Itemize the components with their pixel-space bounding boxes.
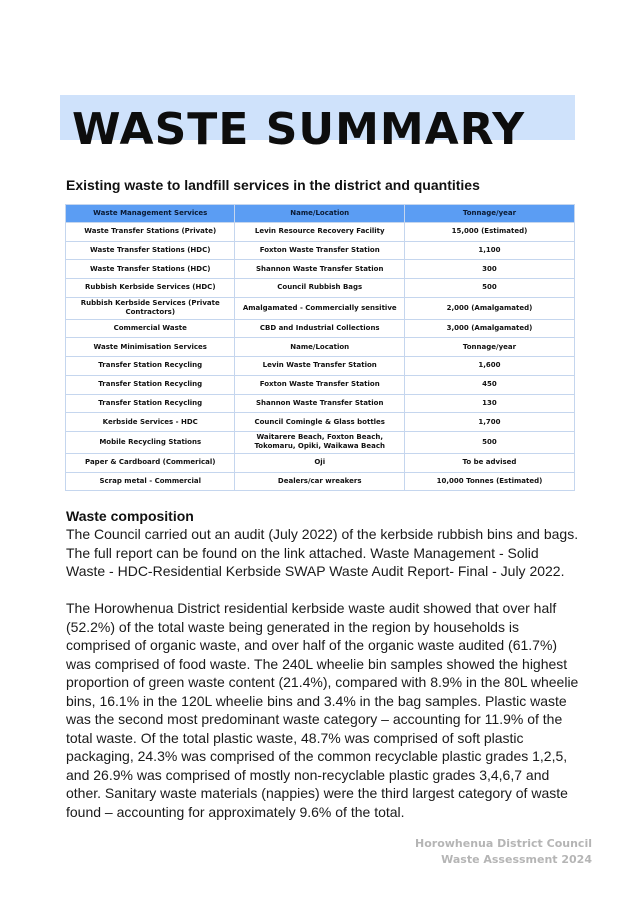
waste-services-table — [65, 204, 575, 491]
table-header-row — [66, 205, 575, 223]
location-cell: Name/Location — [235, 338, 404, 357]
paragraph-audit: The Council carried out an audit (July 2022) of the kerbside rubbish bins and bags. The full report can be found on the link attached. Waste Management - Solid Waste - HDC-Residential Kerbside SWAP Waste Audit Report- Final - July 2022. — [66, 526, 579, 579]
table-row — [66, 279, 575, 298]
location-cell: CBD and Industrial Collections — [235, 319, 404, 338]
service-cell: Commercial Waste — [66, 319, 235, 338]
column-header: Waste Management Services — [66, 205, 235, 223]
tonnage-cell: 10,000 Tonnes (Estimated) — [404, 472, 574, 491]
service-cell: Mobile Recycling Stations — [66, 431, 235, 453]
location-cell: Dealers/car wreakers — [235, 472, 404, 491]
service-cell: Transfer Station Recycling — [66, 357, 235, 376]
location-cell: Waitarere Beach, Foxton Beach, Tokomaru, Opiki, Waikawa Beach — [235, 431, 404, 453]
tonnage-cell: 2,000 (Amalgamated) — [404, 297, 574, 319]
service-cell: Rubbish Kerbside Services (Private Contractors) — [66, 297, 235, 319]
table-row — [66, 375, 575, 394]
table-subheader-row — [66, 338, 575, 357]
tonnage-cell: 3,000 (Amalgamated) — [404, 319, 574, 338]
location-cell: Foxton Waste Transfer Station — [235, 375, 404, 394]
footer-document-name: Waste Assessment 2024 — [441, 853, 592, 866]
tonnage-cell: 300 — [404, 260, 574, 279]
location-cell: Amalgamated - Commercially sensitive — [235, 297, 404, 319]
service-cell: Paper & Cardboard (Commerical) — [66, 453, 235, 472]
location-cell: Levin Waste Transfer Station — [235, 357, 404, 376]
table-subheading: Existing waste to landfill services in the district and quantities — [66, 177, 480, 193]
service-cell: Transfer Station Recycling — [66, 375, 235, 394]
service-cell: Transfer Station Recycling — [66, 394, 235, 413]
tonnage-cell: 1,600 — [404, 357, 574, 376]
location-cell: Levin Resource Recovery Facility — [235, 223, 404, 242]
tonnage-cell: Tonnage/year — [404, 338, 574, 357]
table-row — [66, 394, 575, 413]
footer-organisation: Horowhenua District Council — [415, 837, 592, 850]
service-cell: Waste Minimisation Services — [66, 338, 235, 357]
tonnage-cell: 450 — [404, 375, 574, 394]
location-cell: Oji — [235, 453, 404, 472]
location-cell: Council Rubbish Bags — [235, 279, 404, 298]
tonnage-cell: 130 — [404, 394, 574, 413]
service-cell: Kerbside Services - HDC — [66, 413, 235, 432]
tonnage-cell: 1,100 — [404, 241, 574, 260]
table-row — [66, 241, 575, 260]
page-title: WASTE SUMMARY — [72, 104, 526, 155]
tonnage-cell: 15,000 (Estimated) — [404, 223, 574, 242]
service-cell: Scrap metal - Commercial — [66, 472, 235, 491]
table-row — [66, 297, 575, 319]
column-header: Tonnage/year — [404, 205, 574, 223]
location-cell: Shannon Waste Transfer Station — [235, 260, 404, 279]
table-row — [66, 223, 575, 242]
tonnage-cell: 500 — [404, 279, 574, 298]
column-header: Name/Location — [235, 205, 404, 223]
tonnage-cell: To be advised — [404, 453, 574, 472]
service-cell: Waste Transfer Stations (HDC) — [66, 241, 235, 260]
table-row — [66, 431, 575, 453]
tonnage-cell: 1,700 — [404, 413, 574, 432]
table-row — [66, 472, 575, 491]
location-cell: Council Comingle & Glass bottles — [235, 413, 404, 432]
service-cell: Rubbish Kerbside Services (HDC) — [66, 279, 235, 298]
table-row — [66, 260, 575, 279]
table-row — [66, 413, 575, 432]
tonnage-cell: 500 — [404, 431, 574, 453]
footer — [415, 836, 592, 868]
location-cell: Shannon Waste Transfer Station — [235, 394, 404, 413]
paragraph-composition: The Horowhenua District residential kerbside waste audit showed that over half (52.2%) of the total waste being generated in the region by households is comprised of organic waste, and over half of the organic waste audited (61.7%) was comprised of food waste. The 240L wheelie bin samples showed the highest proportion of green waste content (21.4%), compared with 8.9% in the 80L wheelie bins, 16.1% in the 120L wheelie bins and 3.4% in the bag samples. Plastic waste was the second most predominant waste category – accounting for 11.9% of the total waste. Of the total plastic waste, 48.7% was comprised of soft plastic packaging, 24.3% was comprised of the common recyclable plastic grades 1,2,5, and 26.9% was comprised of mostly non-recyclable plastic grades 3,4,6,7 and other. Sanitary waste materials (nappies) were the third largest category of waste found – accounting for approximately 9.6% of the total. — [66, 600, 579, 820]
table-row — [66, 319, 575, 338]
table-row — [66, 357, 575, 376]
section-title: Waste composition — [66, 508, 194, 524]
service-cell: Waste Transfer Stations (Private) — [66, 223, 235, 242]
service-cell: Waste Transfer Stations (HDC) — [66, 260, 235, 279]
location-cell: Foxton Waste Transfer Station — [235, 241, 404, 260]
table-row — [66, 453, 575, 472]
